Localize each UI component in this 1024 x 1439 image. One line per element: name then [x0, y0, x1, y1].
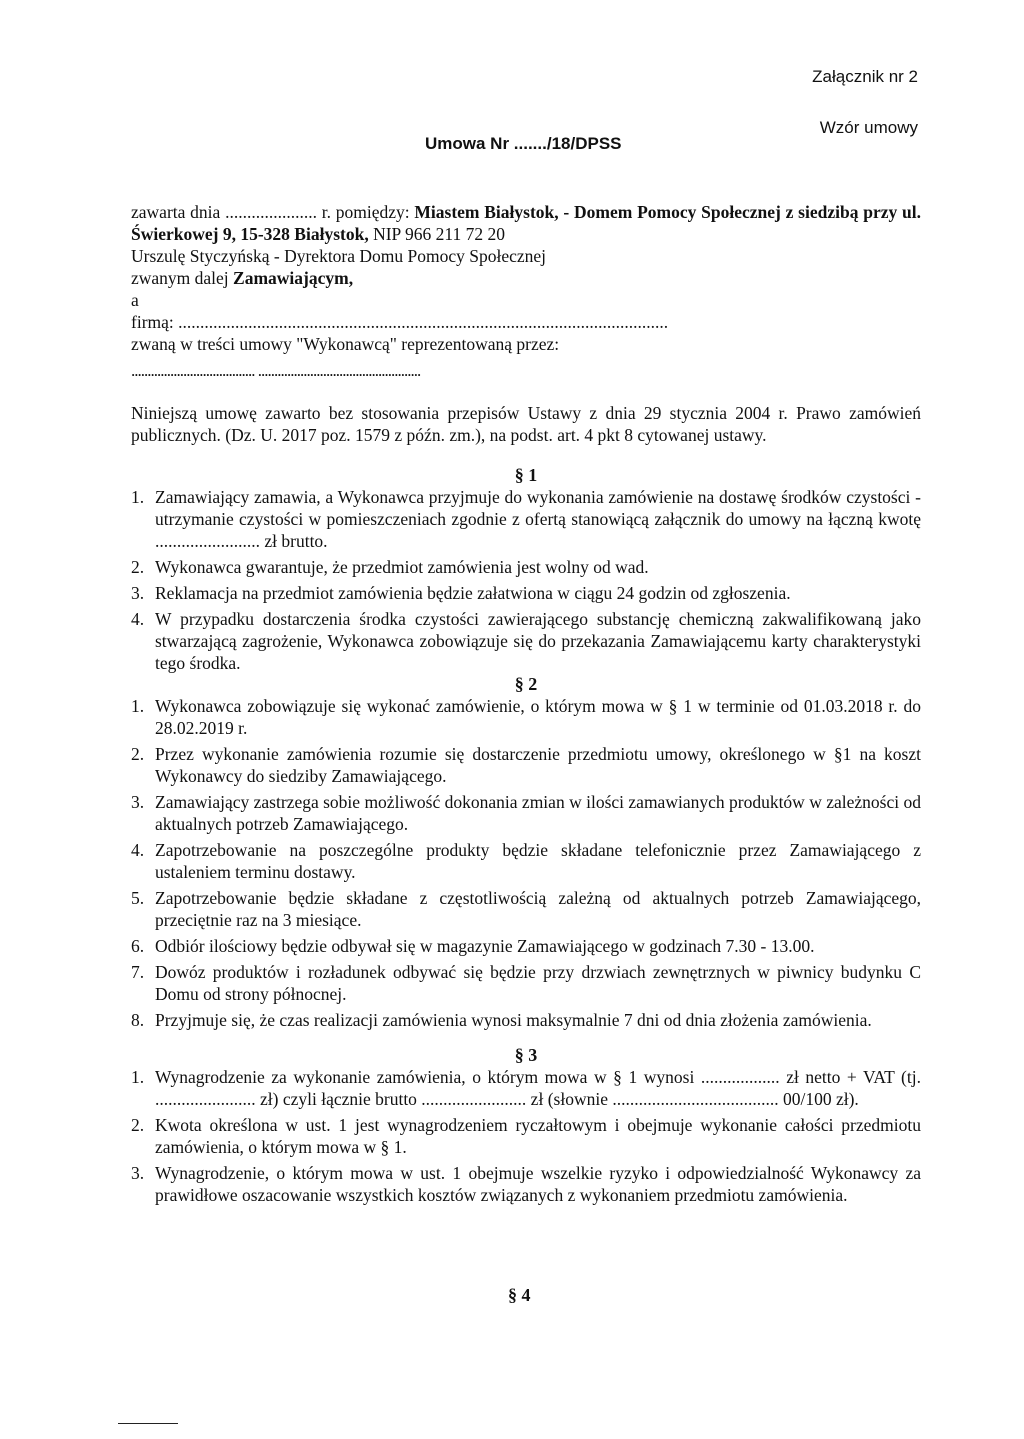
- contractor-line: zwaną w treści umowy "Wykonawcą" reprezentowaną przez:: [131, 334, 560, 354]
- and-line: a: [131, 290, 139, 310]
- item-number: 7.: [131, 962, 145, 982]
- item-number: 1.: [131, 696, 145, 716]
- list-item: [131, 791, 921, 835]
- item-text: Reklamacja na przedmiot zamówienia będzie załatwiona w ciągu 24 godzin od zgłoszenia.: [155, 583, 791, 603]
- template-label: Wzór umowy: [819, 118, 918, 137]
- item-text: Przez wykonanie zamówienia rozumie się dostarczenie przedmiotu umowy, określonego w §1 na koszt Wykonawcy do siedziby Zamawiającego.: [155, 744, 921, 786]
- preamble: Niniejszą umowę zawarto bez stosowania przepisów Ustawy z dnia 29 stycznia 2004 r. Prawo zamówień publicznych. (Dz. U. 2017 poz. 1579 z późn. zm.), na podst. art. 4 pkt 8 cytowanej ustawy.: [131, 403, 921, 445]
- item-text: Wynagrodzenie, o którym mowa w ust. 1 obejmuje wszelkie ryzyko i odpowiedzialność Wykonawcy za prawidłowe oszacowanie wszystkich kosztów związanych z wykonaniem przedmiotu zamówienia.: [155, 1163, 921, 1205]
- item-number: 6.: [131, 936, 145, 956]
- item-text: Zapotrzebowanie na poszczególne produkty będzie składane telefonicznie przez Zamawiającego z ustaleniem terminu dostawy.: [155, 840, 921, 882]
- annex-label: Załącznik nr 2: [812, 67, 918, 86]
- list-item: [131, 695, 921, 739]
- ordering-party-line: [131, 267, 921, 289]
- section-2-heading: § 2: [514, 674, 538, 694]
- parties-block: [131, 201, 921, 355]
- list-item: [131, 743, 921, 787]
- list-item: [131, 486, 921, 552]
- list-item: [131, 961, 921, 1005]
- item-number: 8.: [131, 1010, 145, 1030]
- list-item: [131, 608, 921, 674]
- item-number: 3.: [131, 1163, 145, 1183]
- item-text: Wykonawca gwarantuje, że przedmiot zamówienia jest wolny od wad.: [155, 557, 649, 577]
- list-item: [131, 935, 921, 957]
- called-text: zwanym dalej: [131, 268, 234, 288]
- party-nip: NIP 966 211 72 20: [368, 224, 505, 244]
- item-text: Zapotrzebowanie będzie składane z częstotliwością zależną od aktualnych potrzeb Zamawiającego, przeciętnie raz na 3 miesiące.: [155, 888, 921, 930]
- party-ordering-name: Miastem Białystok, - Domem Pomocy Społecznej z siedzibą przy ul. Świerkowej 9, 15-328 Białystok,: [131, 202, 921, 244]
- item-number: 4.: [131, 840, 145, 860]
- item-text: Zamawiający zastrzega sobie możliwość dokonania zmian w ilości zamawianych produktów w zależności od aktualnych potrzeb Zamawiającego.: [155, 792, 921, 834]
- contract-title: Umowa Nr ......./18/DPSS: [425, 134, 622, 153]
- item-number: 3.: [131, 583, 145, 603]
- director-line: Urszulę Styczyńską - Dyrektora Domu Pomocy Społecznej: [131, 246, 547, 266]
- section-3: [131, 1044, 921, 1210]
- section-3-heading: § 3: [514, 1045, 538, 1065]
- list-item: [131, 582, 921, 604]
- item-text: Wynagrodzenie za wykonanie zamówienia, o którym mowa w § 1 wynosi .................. zł netto + VAT (tj. ....................... zł) czyli łącznie brutto ........................ zł (słownie ...................................... 00/100 zł).: [155, 1067, 921, 1109]
- item-text: Przyjmuje się, że czas realizacji zamówienia wynosi maksymalnie 7 dni od dnia złożenia zamówienia.: [155, 1010, 872, 1030]
- item-number: 4.: [131, 609, 145, 629]
- list-item: [131, 839, 921, 883]
- list-item: [131, 1009, 921, 1031]
- item-text: W przypadku dostarczenia środka czystości zawierającego substancję chemiczną zakwalifikowaną jako stwarzającą zagrożenie, Wykonawca zobowiązuje się do przekazania Zamawiającemu karty charakterystyki tego środka.: [155, 609, 921, 673]
- item-text: Zamawiający zamawia, a Wykonawca przyjmuje do wykonania zamówienie na dostawę środków czystości - utrzymanie czystości w pomieszczeniach zgodnie z ofertą stanowiącą załącznik do umowy na łączną kwotę ........................ zł brutto.: [155, 487, 921, 551]
- item-number: 1.: [131, 487, 145, 507]
- section-2: [131, 673, 921, 1035]
- section-1-heading: § 1: [514, 465, 538, 485]
- section-1: [131, 464, 921, 678]
- list-item: [131, 1114, 921, 1158]
- footnote-divider: [118, 1423, 178, 1424]
- item-number: 2.: [131, 557, 145, 577]
- list-item: [131, 1066, 921, 1110]
- item-number: 2.: [131, 1115, 145, 1135]
- item-text: Dowóz produktów i rozładunek odbywać się będzie przy drzwiach zewnętrznych w piwnicy budynku C Domu od strony północnej.: [155, 962, 921, 1004]
- list-item: [131, 556, 921, 578]
- list-item: [131, 887, 921, 931]
- item-number: 2.: [131, 744, 145, 764]
- item-number: 3.: [131, 792, 145, 812]
- item-text: Kwota określona w ust. 1 jest wynagrodzeniem ryczałtowym i obejmuje wykonanie całości przedmiotu zamówienia, o którym mowa w § 1.: [155, 1115, 921, 1157]
- item-text: Odbiór ilościowy będzie odbywał się w magazynie Zamawiającego w godzinach 7.30 - 13.00.: [155, 936, 815, 956]
- item-text: Wykonawca zobowiązuje się wykonać zamówienie, o którym mowa w § 1 w terminie od 01.03.2018 r. do 28.02.2019 r.: [155, 696, 921, 738]
- item-number: 1.: [131, 1067, 145, 1087]
- representative-dots: ...................................... ..................................................: [131, 361, 421, 380]
- ordering-party-term: Zamawiającym,: [233, 268, 354, 288]
- company-line: firmą: ................................................................................................................: [131, 312, 669, 332]
- list-item: [131, 1162, 921, 1206]
- item-number: 5.: [131, 888, 145, 908]
- parties-line-1: [131, 201, 921, 245]
- parties-intro-text: zawarta dnia ..................... r. pomiędzy:: [131, 202, 415, 222]
- section-4-heading: § 4: [508, 1285, 531, 1305]
